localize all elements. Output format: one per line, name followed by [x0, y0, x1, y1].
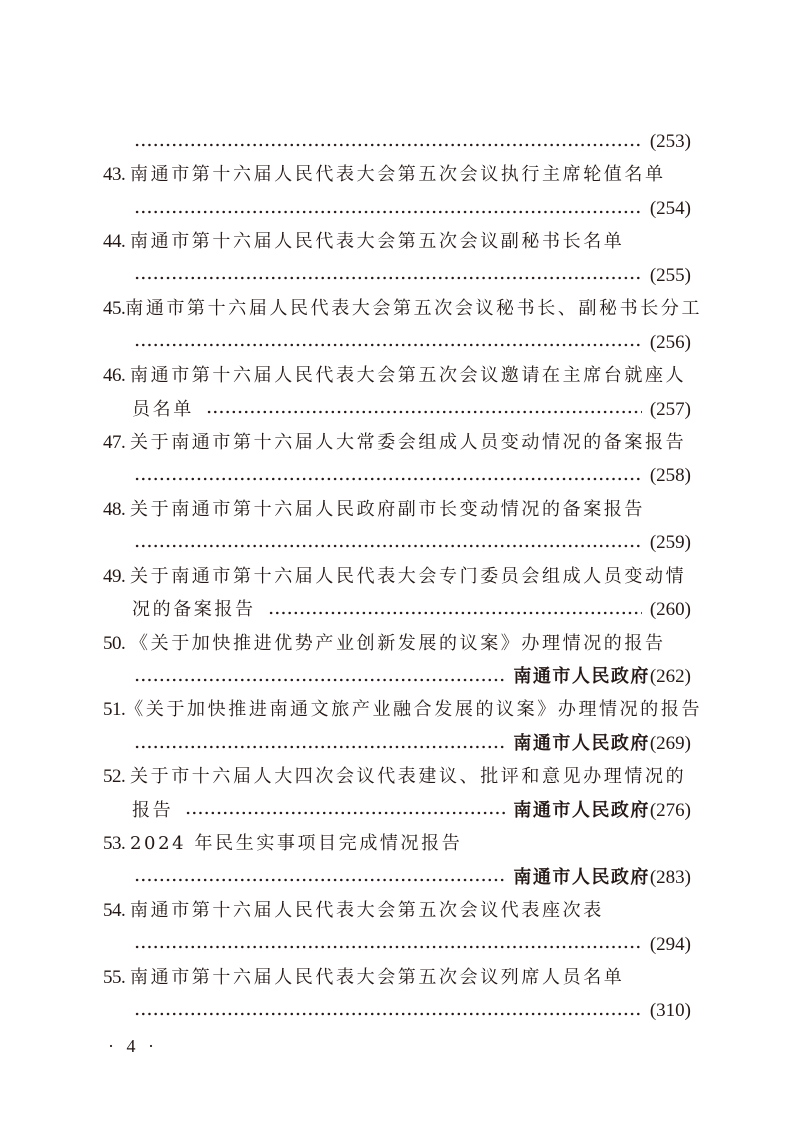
toc-title-line: [103, 560, 691, 593]
entry-page: (258): [649, 465, 691, 487]
entry-title-continuation: 况的备案报告: [132, 599, 256, 621]
toc-entry[interactable]: [103, 225, 691, 292]
toc-leader-line: [103, 192, 691, 225]
entry-title: 2024 年民生实事项目完成情况报告: [130, 833, 463, 855]
dot-leader: [134, 878, 505, 882]
entry-title-continuation: 报告: [132, 799, 174, 821]
entry-number: 47.: [103, 431, 126, 453]
page-number: · 4 ·: [108, 1036, 158, 1056]
toc-leader-line: [103, 526, 691, 559]
entry-number: 54.: [103, 900, 126, 922]
entry-number: 55.: [103, 966, 126, 988]
entry-number: 51.: [103, 699, 126, 721]
toc-title-line: [103, 627, 691, 660]
dot-leader: [134, 745, 505, 749]
entry-page: (260): [649, 599, 691, 621]
entry-page: (257): [649, 398, 691, 420]
entry-number: 43.: [103, 164, 126, 186]
entry-page: (294): [649, 933, 691, 955]
toc-title-line: [103, 158, 691, 191]
entry-title: 关于市十六届人大四次会议代表建议、批评和意见办理情况的: [130, 766, 687, 788]
dot-leader: [134, 678, 505, 682]
toc-title-line: [103, 292, 703, 325]
entry-page: (256): [649, 331, 691, 353]
entry-page: (259): [649, 532, 691, 554]
entry-page: (269): [649, 732, 691, 754]
toc-leader-line: [103, 928, 691, 961]
dot-leader: [268, 611, 642, 615]
toc-entry[interactable]: [103, 125, 691, 158]
dot-leader: [134, 477, 642, 481]
toc-title-line: [103, 894, 691, 927]
entry-title: 南通市第十六届人民代表大会第五次会议邀请在主席台就座人: [130, 365, 687, 387]
toc-entry[interactable]: [103, 426, 691, 493]
entry-number: 45.: [103, 298, 126, 320]
toc-leader-line: [103, 727, 691, 760]
toc-entry[interactable]: [103, 760, 691, 827]
toc-leader-line: [103, 259, 691, 292]
entry-number: 50.: [103, 632, 126, 654]
toc-title-line: [103, 693, 703, 726]
toc-leader-line: [103, 861, 691, 894]
dot-leader: [206, 410, 642, 414]
entry-author: 南通市人民政府: [513, 666, 650, 687]
table-of-contents: [103, 125, 703, 1028]
dot-leader: [134, 945, 642, 949]
entry-page: (283): [649, 866, 691, 888]
toc-title-line: [103, 493, 691, 526]
toc-entry[interactable]: [103, 359, 691, 426]
entry-title: 南通市第十六届人民代表大会第五次会议代表座次表: [130, 900, 604, 922]
entry-number: 48.: [103, 498, 126, 520]
toc-title-line: [103, 225, 691, 258]
entry-title: 关于南通市第十六届人民政府副市长变动情况的备案报告: [130, 498, 645, 520]
dot-leader: [134, 143, 642, 147]
entry-page: (276): [649, 799, 691, 821]
toc-title-line: [103, 961, 691, 994]
dot-leader: [134, 210, 642, 214]
entry-number: 49.: [103, 565, 126, 587]
entry-author: 南通市人民政府: [513, 866, 650, 888]
entry-page: (262): [649, 666, 691, 687]
toc-title-line: [103, 359, 691, 392]
entry-number: 44.: [103, 231, 126, 253]
toc-entry[interactable]: [103, 158, 691, 225]
dot-leader: [134, 1012, 642, 1016]
entry-title: 关于南通市第十六届人民代表大会专门委员会组成人员变动情: [130, 565, 687, 587]
entry-title: 南通市第十六届人民代表大会第五次会议秘书长、副秘书长分工: [125, 298, 703, 320]
dot-leader: [134, 343, 642, 347]
entry-page: (310): [649, 1000, 691, 1022]
dot-leader: [134, 544, 642, 548]
entry-number: 46.: [103, 365, 126, 387]
entry-author: 南通市人民政府: [513, 732, 650, 754]
entry-title: 南通市第十六届人民代表大会第五次会议副秘书长名单: [130, 231, 625, 253]
entry-title: 南通市第十六届人民代表大会第五次会议执行主席轮值名单: [130, 164, 666, 186]
entry-title: 《关于加快推进南通文旅产业融合发展的议案》办理情况的报告: [125, 699, 703, 721]
toc-leader-line: [103, 794, 691, 827]
entry-page: (254): [649, 197, 691, 219]
toc-leader-line: [103, 125, 691, 158]
toc-entry[interactable]: [103, 827, 691, 894]
toc-leader-line: [103, 660, 691, 693]
toc-entry[interactable]: [103, 493, 691, 560]
dot-leader: [185, 811, 505, 815]
toc-leader-line: [103, 593, 691, 626]
toc-title-line: [103, 760, 691, 793]
entry-title: 南通市第十六届人民代表大会第五次会议列席人员名单: [130, 966, 625, 988]
toc-title-line: [103, 827, 691, 860]
toc-title-line: [103, 426, 691, 459]
toc-leader-line: [103, 994, 691, 1027]
toc-leader-line: [103, 326, 691, 359]
toc-entry[interactable]: [103, 693, 703, 760]
dot-leader: [134, 276, 642, 280]
entry-title-continuation: 员名单: [132, 398, 194, 420]
toc-entry[interactable]: [103, 627, 691, 694]
toc-leader-line: [103, 393, 691, 426]
entry-page: (255): [649, 264, 691, 286]
entry-author: 南通市人民政府: [513, 799, 650, 821]
entry-page: (253): [649, 131, 691, 152]
toc-leader-line: [103, 459, 691, 492]
toc-entry[interactable]: [103, 961, 691, 1028]
entry-title: 关于南通市第十六届人大常委会组成人员变动情况的备案报告: [130, 431, 687, 453]
entry-number: 53.: [103, 833, 126, 855]
entry-number: 52.: [103, 766, 126, 788]
entry-title: 《关于加快推进优势产业创新发展的议案》办理情况的报告: [130, 632, 666, 654]
toc-entry[interactable]: [103, 292, 703, 359]
toc-entry[interactable]: [103, 894, 691, 961]
toc-entry[interactable]: [103, 560, 691, 627]
